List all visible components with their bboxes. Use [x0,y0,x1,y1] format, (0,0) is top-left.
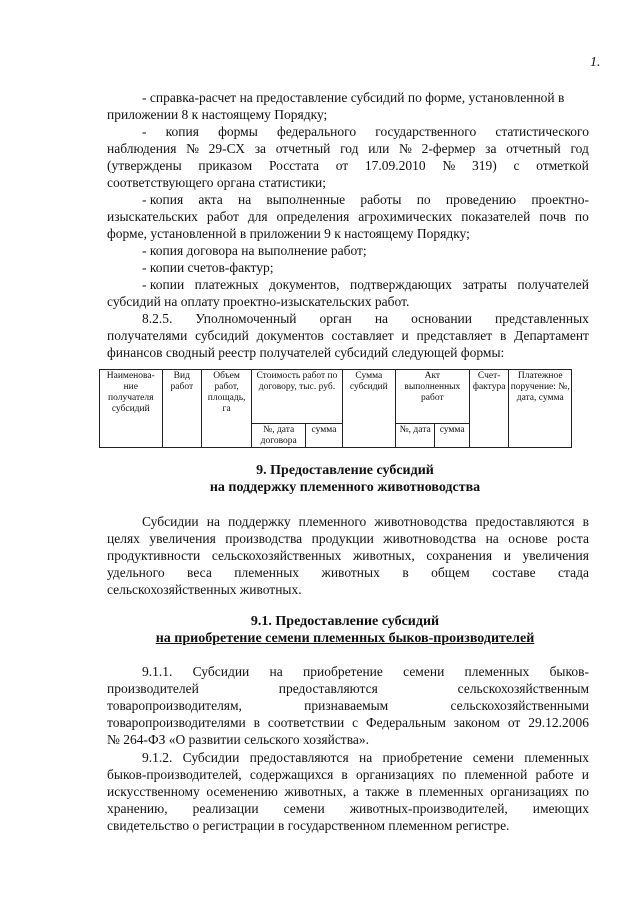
word: изыскательских [107,209,198,224]
word: - копии [142,277,185,292]
col-header-subsidy-sum: Сумма субсидий [342,370,395,448]
p911-line [142,664,589,680]
word: в [499,328,507,343]
word: искусственному [107,784,200,799]
word: на [374,311,389,326]
word: государственного [375,124,477,139]
word: год [570,141,589,156]
word: животноводства [383,531,477,546]
word: производителей [107,681,199,696]
word: признаваемым [304,698,389,713]
word: Субсидии [142,514,199,529]
word: племенных [234,565,300,580]
word: отчетный [506,141,561,156]
word: на [269,664,283,679]
word: 9.1.1. [142,664,173,679]
word: отчетный [275,141,331,156]
word: организациях [355,767,435,782]
word: № [442,158,456,173]
subheader-act-sum: сумма [435,424,469,448]
word: поддержку [228,514,291,529]
word: платежных [194,277,259,292]
word: в [402,565,409,580]
p825-line: финансов сводный реестр получателей субсидий следующей формы: [107,345,505,360]
col-header-cost: Стоимость работ по договору, тыс. руб. [252,370,343,424]
word: на [206,514,220,529]
docs-line [107,141,589,157]
word: год [340,141,359,156]
word: документов [256,328,324,343]
word: по [442,767,457,782]
word: производства [225,531,303,546]
docs-line: приложении 8 к настоящему Порядку; [107,107,328,122]
docs-line: - справка-расчет на предоставление субсидий по форме, установленной в [142,90,565,105]
word: приобретение [303,664,383,679]
docs-line: форме, установленной в приложении 9 к настоящему Порядку; [107,226,470,241]
word: предоставляются [475,514,575,529]
word: № [399,141,412,156]
word: племенных [524,750,589,765]
word: работ [206,209,239,224]
word: в [582,514,589,529]
word: приобретение [382,750,463,765]
word: Росстата [268,158,319,173]
word: почв [539,209,567,224]
word: 17.09.2010 [364,158,426,173]
word: составляет [331,328,394,343]
word: реализации [192,801,259,816]
p825-line [142,311,589,327]
word: племенных [464,664,530,679]
word: а [352,784,359,799]
word: сельскохозяйственным [457,681,589,696]
col-header-invoice: Счет-фактура [469,370,509,448]
word: приказом [198,158,253,173]
docs-line [142,277,589,293]
word: в [253,715,261,730]
word: от [507,715,521,730]
docs-line: соответствующего органа статистики; [107,175,327,190]
docs-line: субсидий на оплату проектно-изыскательских работ. [107,294,410,309]
word: 29.12.2006 [528,715,589,730]
docs-line [107,158,589,174]
word: за [485,141,497,156]
word: товаропроизводителями [107,715,246,730]
word: копия [165,124,199,139]
word: 319) [471,158,497,173]
section-9-line [107,548,589,564]
docs-line: - копия договора на выполнение работ; [142,243,367,258]
word: Федеральным [365,715,446,730]
word: на [359,750,373,765]
docs-line [107,209,589,225]
word: товаропроизводителям, [107,698,242,713]
word: на [238,192,252,207]
word: 2-фермер [421,141,476,156]
p911-line [107,698,589,714]
word: семени [472,750,514,765]
word: роста [557,531,589,546]
word: подтверждающих [350,277,453,292]
word: для [247,209,268,224]
word: статистического [495,124,589,139]
word: удельного [107,565,165,580]
word: представленных [495,311,589,326]
word: представляет [416,328,493,343]
word: животных, [352,548,415,563]
word: на [485,531,499,546]
word: 9.1.2. [142,750,173,765]
word: получателями [107,328,188,343]
word: - копия [142,192,184,207]
subheader-contract-no: №, дата договора [252,424,306,448]
col-header-work-type: Вид работ [162,370,202,448]
p912-line [107,767,589,783]
word: хранению, [107,801,168,816]
word: и [503,548,511,563]
word: и [401,328,409,343]
word: работе [535,767,574,782]
word: быков- [549,664,589,679]
docs-line [142,192,589,208]
word: по [575,784,589,799]
p912-line: свидетельство о регистрации в государственном племенном регистре. [107,818,510,833]
section-9-line: сельскохозяйственных животных. [107,582,302,597]
word: субсидий [195,328,249,343]
col-header-volume: Объем работ, площадь, га [202,370,252,448]
word: семени [403,664,445,679]
word: веса [187,565,212,580]
p911-line: № 264-ФЗ «О развитии сельского хозяйства». [107,732,370,747]
section-9-line [107,565,589,581]
word: формы [218,124,258,139]
word: сельскохозяйственных [211,548,342,563]
word: семени [283,801,325,816]
word: определения [276,209,350,224]
word: предоставляются [249,750,349,765]
subheader-act-no: №, дата [395,424,435,448]
word: увеличения [522,548,589,563]
word: продукции [311,531,374,546]
word: по [416,192,431,207]
word: соответствии [267,715,345,730]
col-header-payment: Платежное поручение: №, дата, сумма [509,370,572,448]
word: организациях [490,784,569,799]
word: составе [492,565,536,580]
section-9-title: 9. Предоставление субсидий [256,463,434,478]
word: содержащихся [249,767,334,782]
p912-line [107,801,589,817]
word: наблюдения [107,141,177,156]
word: - [142,124,147,139]
word: 8.2.5. [142,311,173,326]
word: от [335,158,349,173]
word: племенных [418,784,484,799]
subheader-contract-sum: сумма [306,424,342,448]
word: животных-производителей, [349,801,508,816]
word: показателей [461,209,531,224]
word: орган [319,311,352,326]
word: проведению [445,192,517,207]
p912-line [107,784,589,800]
word: животных, [284,784,347,799]
word: проектно- [531,192,589,207]
word: или [368,141,390,156]
word: № [186,141,199,156]
word: отметкой [536,158,589,173]
p911-line [107,681,589,697]
word: имеющих [532,801,589,816]
word: с [513,158,520,173]
word: Департамент [514,328,589,343]
section-9-1-title: 9.1. Предоставление субсидий [250,614,440,629]
word: и [581,767,589,782]
word: общем [431,565,470,580]
word: осеменению [206,784,278,799]
word: основе [508,531,548,546]
word: животноводства [374,514,468,529]
word: Субсидии [192,664,250,679]
word: документов, [268,277,340,292]
word: (утверждены [107,158,182,173]
word: увеличения [149,531,216,546]
word: сельскохозяйственными [450,698,589,713]
p912-line [142,750,589,766]
word: продуктивности [107,548,201,563]
word: быков-производителей, [107,767,242,782]
p911-line [107,715,589,731]
word: животных [321,565,380,580]
col-header-act: Акт выполненных работ [395,370,469,424]
section-9-line [107,531,589,547]
word: сохранения [426,548,493,563]
word: работы [360,192,402,207]
section-9-subtitle: на поддержку племенного животноводства [209,480,481,495]
section-9-line [142,514,589,530]
word: агрохимических [358,209,453,224]
word: стада [558,565,589,580]
word: основании [411,311,472,326]
word: племенного [298,514,367,529]
word: 29-СХ [208,141,246,156]
word: акта [198,192,223,207]
word: затраты [462,277,507,292]
word: выполненные [266,192,346,207]
word: с [352,715,359,730]
register-table [99,369,572,448]
word: Уполномоченный [195,311,297,326]
section-9-1-subtitle [100,630,590,647]
word: получателей [517,277,589,292]
section-9-1-subtitle-text: на приобретение семени племенных быков-производителей [155,631,535,646]
word: предоставляются [278,681,378,696]
col-header-recipient: Наименова-ние получателя субсидий [100,370,163,448]
word: в [341,767,348,782]
page-number: 1. [590,55,601,70]
word: также [365,784,400,799]
word: Субсидии [182,750,240,765]
word: федерального [276,124,357,139]
p825-line [107,328,589,344]
word: по [574,209,589,224]
word: законом [453,715,500,730]
word: за [254,141,267,156]
word: в [405,784,413,799]
word: племенной [464,767,528,782]
docs-line: - копии счетов-фактур; [142,260,274,275]
word: целях [107,531,140,546]
docs-line [142,124,589,140]
